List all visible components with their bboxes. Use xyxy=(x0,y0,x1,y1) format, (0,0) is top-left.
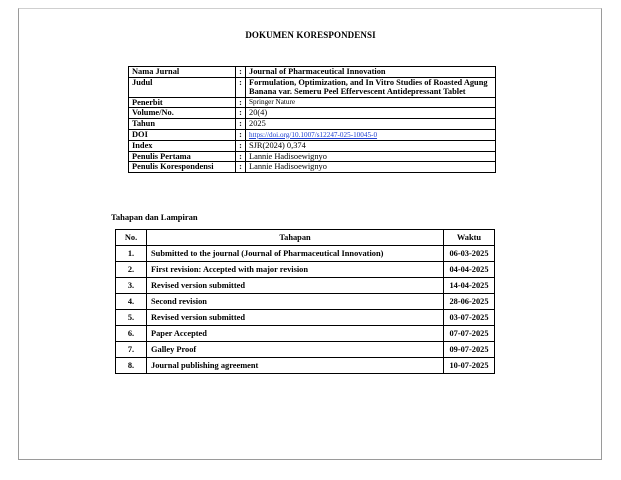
doi-link[interactable]: https://doi.org/10.1007/s12247-025-10045-0 xyxy=(249,130,378,139)
meta-value-corresponding-author: Lannie Hadisoewignyo xyxy=(246,162,496,173)
row-no: 3. xyxy=(116,278,147,294)
stages-section-label: Tahapan dan Lampiran xyxy=(111,212,198,222)
meta-row-title xyxy=(129,77,496,97)
meta-colon: : xyxy=(236,151,246,162)
meta-colon: : xyxy=(236,118,246,129)
meta-key: Judul xyxy=(129,77,236,97)
row-stage: Second revision xyxy=(147,294,444,310)
meta-colon: : xyxy=(236,162,246,173)
row-stage: Revised version submitted xyxy=(147,310,444,326)
row-stage: Submitted to the journal (Journal of Pharmaceutical Innovation) xyxy=(147,246,444,262)
meta-colon: : xyxy=(236,108,246,119)
meta-key: Nama Jurnal xyxy=(129,67,236,78)
meta-value-publisher: Springer Nature xyxy=(246,97,496,108)
meta-key: Volume/No. xyxy=(129,108,236,119)
meta-value-first-author: Lannie Hadisoewignyo xyxy=(246,151,496,162)
meta-key: Tahun xyxy=(129,118,236,129)
table-row xyxy=(116,358,495,374)
row-time: 28-06-2025 xyxy=(444,294,495,310)
table-row xyxy=(116,278,495,294)
meta-row-publisher xyxy=(129,97,496,108)
meta-colon: : xyxy=(236,129,246,141)
table-row xyxy=(116,310,495,326)
stages-table xyxy=(115,229,495,374)
meta-row-doi xyxy=(129,129,496,141)
table-row xyxy=(116,326,495,342)
row-time: 14-04-2025 xyxy=(444,278,495,294)
journal-info-table xyxy=(128,66,496,173)
row-time: 03-07-2025 xyxy=(444,310,495,326)
table-row xyxy=(116,262,495,278)
row-no: 6. xyxy=(116,326,147,342)
header-no: No. xyxy=(116,230,147,246)
meta-colon: : xyxy=(236,67,246,78)
row-stage: Journal publishing agreement xyxy=(147,358,444,374)
table-row xyxy=(116,246,495,262)
row-time: 07-07-2025 xyxy=(444,326,495,342)
meta-value-doi xyxy=(246,129,496,141)
meta-row-corresponding-author xyxy=(129,162,496,173)
row-no: 7. xyxy=(116,342,147,358)
meta-key: DOI xyxy=(129,129,236,141)
meta-row-year xyxy=(129,118,496,129)
meta-value-journal-name: Journal of Pharmaceutical Innovation xyxy=(246,67,496,78)
meta-key: Penulis Korespondensi xyxy=(129,162,236,173)
row-stage: Galley Proof xyxy=(147,342,444,358)
row-no: 1. xyxy=(116,246,147,262)
header-time: Waktu xyxy=(444,230,495,246)
meta-colon: : xyxy=(236,141,246,152)
row-time: 10-07-2025 xyxy=(444,358,495,374)
row-no: 8. xyxy=(116,358,147,374)
row-stage: First revision: Accepted with major revision xyxy=(147,262,444,278)
header-stage: Tahapan xyxy=(147,230,444,246)
meta-value-year: 2025 xyxy=(246,118,496,129)
meta-value-index: SJR(2024) 0,374 xyxy=(246,141,496,152)
meta-row-journal-name xyxy=(129,67,496,78)
stages-header-row xyxy=(116,230,495,246)
meta-colon: : xyxy=(236,97,246,108)
meta-key: Penulis Pertama xyxy=(129,151,236,162)
meta-colon: : xyxy=(236,77,246,97)
table-row xyxy=(116,342,495,358)
row-time: 04-04-2025 xyxy=(444,262,495,278)
meta-key: Index xyxy=(129,141,236,152)
document-title: DOKUMEN KORESPONDENSI xyxy=(245,30,376,40)
row-no: 2. xyxy=(116,262,147,278)
meta-row-index xyxy=(129,141,496,152)
row-no: 5. xyxy=(116,310,147,326)
meta-row-volume xyxy=(129,108,496,119)
meta-row-first-author xyxy=(129,151,496,162)
row-stage: Paper Accepted xyxy=(147,326,444,342)
row-stage: Revised version submitted xyxy=(147,278,444,294)
row-time: 09-07-2025 xyxy=(444,342,495,358)
meta-key: Penerbit xyxy=(129,97,236,108)
meta-value-title: Formulation, Optimization, and In Vitro Studies of Roasted Agung Banana var. Semeru Peel Effervescent Antidepressant Tablet xyxy=(246,77,496,97)
row-time: 06-03-2025 xyxy=(444,246,495,262)
row-no: 4. xyxy=(116,294,147,310)
table-row xyxy=(116,294,495,310)
meta-value-volume: 20(4) xyxy=(246,108,496,119)
